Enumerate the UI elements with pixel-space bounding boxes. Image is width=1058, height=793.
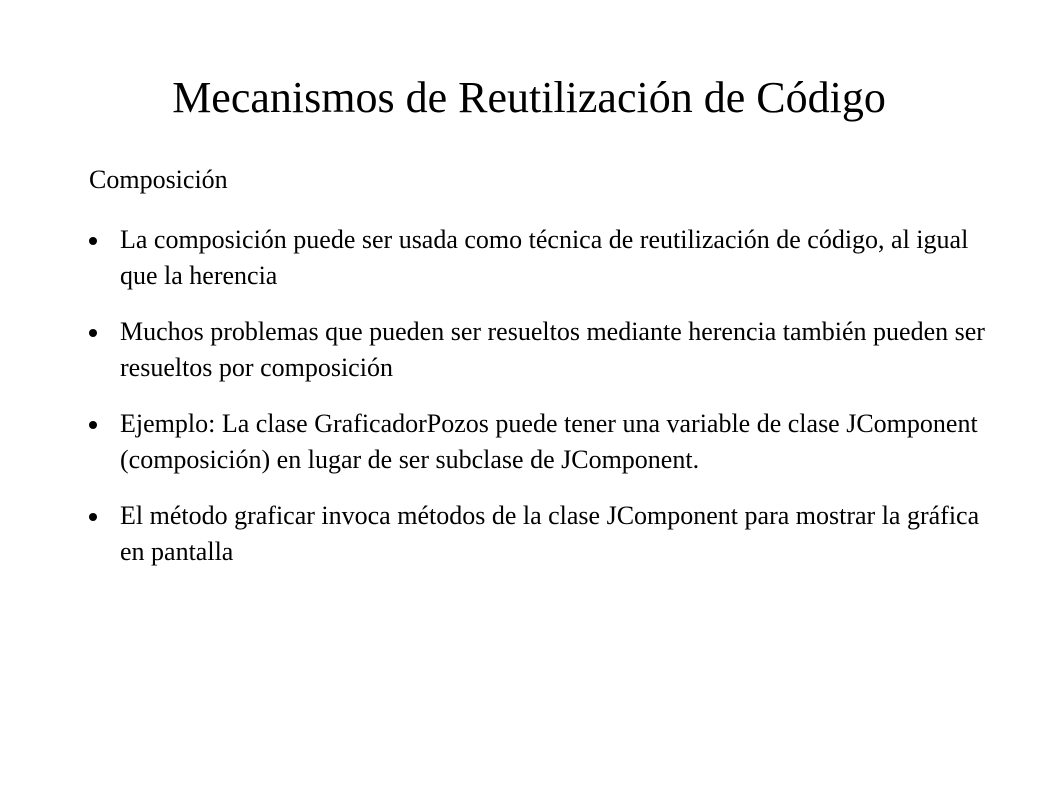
bullet-icon (89, 329, 97, 337)
bullet-icon (89, 421, 97, 429)
bullet-item (89, 406, 989, 478)
bullet-icon (89, 513, 97, 521)
bullet-icon (89, 237, 97, 245)
slide-title: Mecanismos de Reutilización de Código (172, 73, 886, 122)
bullet-item (89, 222, 989, 294)
bullet-list (89, 222, 989, 590)
bullet-item (89, 498, 989, 570)
bullet-text: Muchos problemas que pueden ser resueltos mediante herencia también pueden ser resueltos por composición (120, 317, 985, 382)
bullet-text: La composición puede ser usada como técnica de reutilización de código, al igual que la herencia (120, 225, 969, 290)
bullet-text: El método graficar invoca métodos de la clase JComponent para mostrar la gráfica en pantalla (120, 501, 980, 566)
bullet-item (89, 314, 989, 386)
bullet-text: Ejemplo: La clase GraficadorPozos puede tener una variable de clase JComponent (composición) en lugar de ser subclase de JComponent. (120, 409, 978, 474)
section-heading: Composición (89, 165, 228, 194)
